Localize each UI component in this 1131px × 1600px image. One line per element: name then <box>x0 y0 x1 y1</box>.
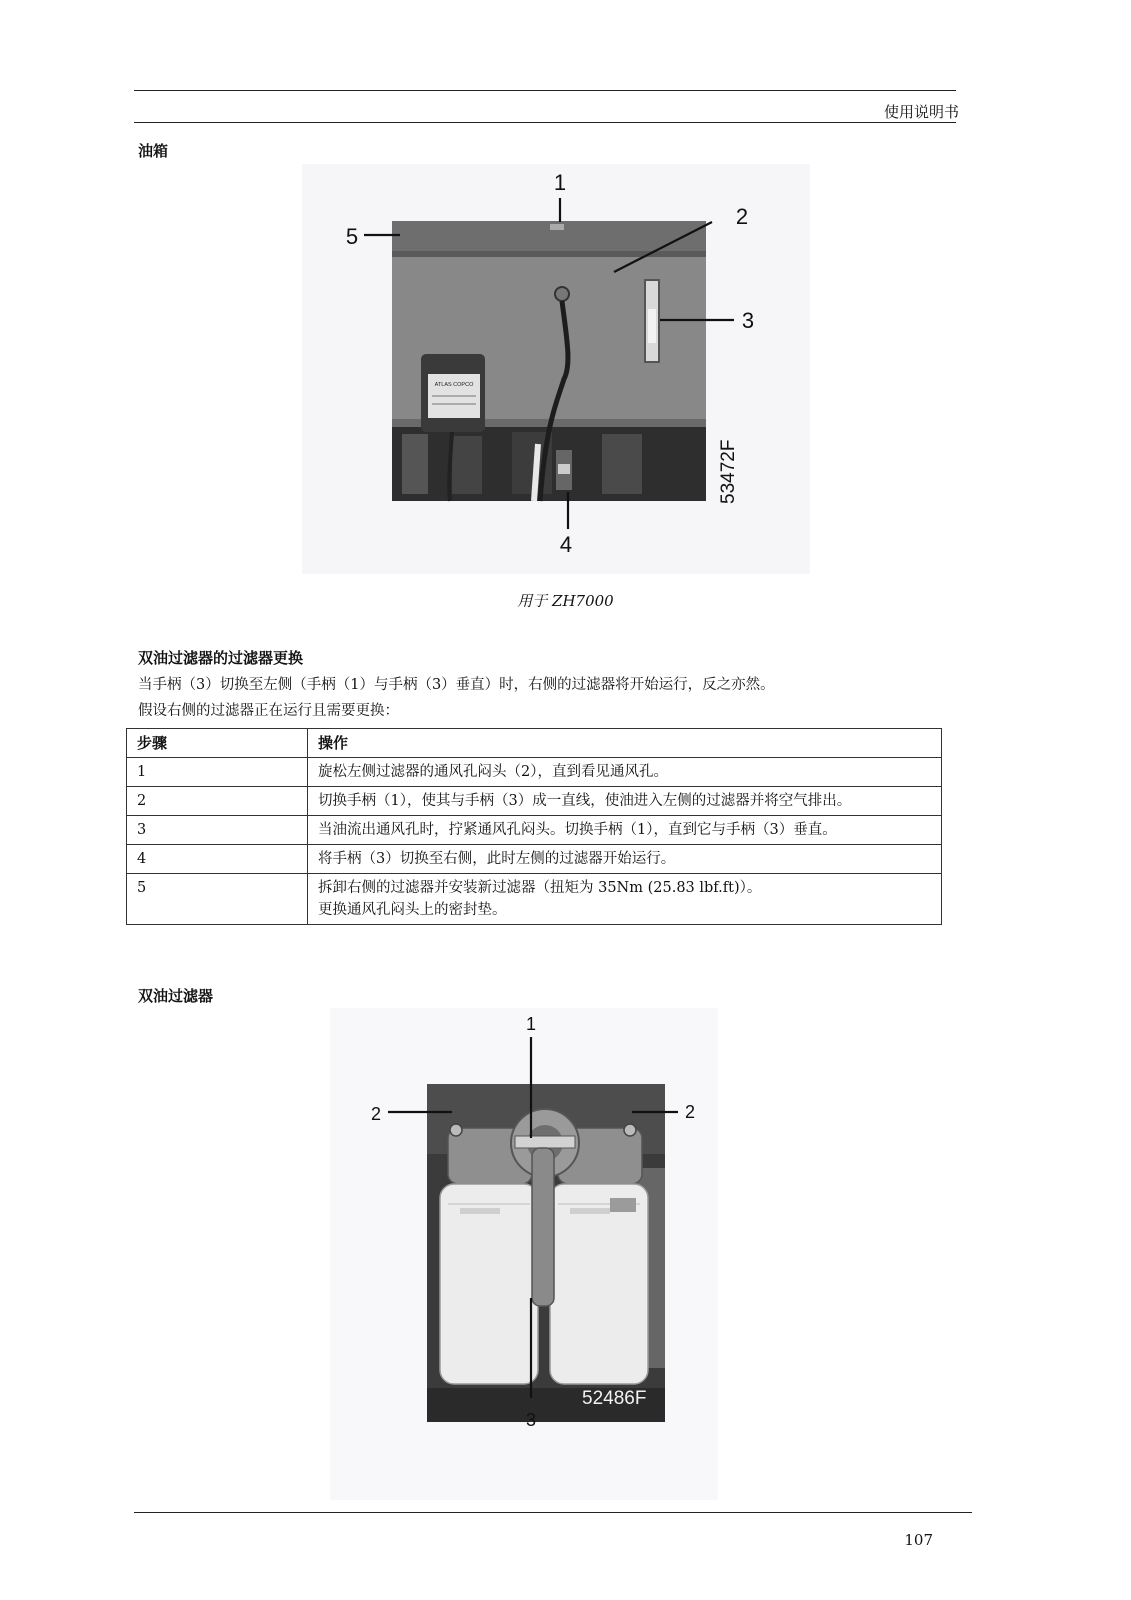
page-number: 107 <box>904 1531 933 1549</box>
step-number: 4 <box>127 845 308 874</box>
step-action-line: 更换通风孔闷头上的密封垫。 <box>318 902 507 918</box>
table-row <box>127 845 942 874</box>
handle-3 <box>532 1148 554 1306</box>
callout-5: 5 <box>345 224 359 249</box>
table-row <box>127 874 942 925</box>
intro-paragraph-1: 当手柄（3）切换至左侧（手柄（1）与手柄（3）垂直）时，右侧的过滤器将开始运行，反之亦然。 <box>138 677 775 693</box>
section-title-filter-replacement: 双油过滤器的过滤器更换 <box>138 649 304 667</box>
table-row <box>127 787 942 816</box>
callout-4: 4 <box>559 532 573 557</box>
table-row <box>127 816 942 845</box>
step-action: 旋松左侧过滤器的通风孔闷头（2），直到看见通风孔。 <box>308 758 942 787</box>
callout-2-left: 2 <box>370 1104 382 1124</box>
callout-2-right: 2 <box>684 1102 696 1122</box>
step-action: 切换手柄（1），使其与手柄（3）成一直线，使油进入左侧的过滤器并将空气排出。 <box>308 787 942 816</box>
step-action-line: 拆卸右侧的过滤器并安装新过滤器（扭矩为 35Nm (25.83 lbf.ft)）。 <box>318 880 762 896</box>
step-action <box>308 874 942 925</box>
table-row <box>127 758 942 787</box>
step-number: 3 <box>127 816 308 845</box>
intro-paragraph-2: 假设右侧的过滤器正在运行且需要更换： <box>138 703 399 719</box>
figure-code: 53472F <box>718 439 739 504</box>
section-title-oil-tank: 油箱 <box>138 142 169 160</box>
footer-rule <box>134 1512 972 1513</box>
steps-table <box>126 728 942 925</box>
figure-caption: 用于 ZH7000 <box>517 592 614 610</box>
callout-3: 3 <box>741 308 755 333</box>
callout-1: 1 <box>553 170 567 195</box>
header-action: 操作 <box>308 729 942 758</box>
step-number: 5 <box>127 874 308 925</box>
callout-3: 3 <box>525 1410 537 1430</box>
box-plate-text: ATLAS COPCO <box>434 382 474 388</box>
header-title: 使用说明书 <box>883 103 959 121</box>
header-step: 步骤 <box>127 729 308 758</box>
figure-code: 52486F <box>582 1388 647 1409</box>
step-action: 当油流出通风孔时，拧紧通风孔闷头。切换手柄（1），直到它与手柄（3）垂直。 <box>308 816 942 845</box>
step-number: 1 <box>127 758 308 787</box>
oil-tank-figure <box>302 164 810 574</box>
dual-filter-figure <box>330 1008 718 1500</box>
header-top-rule <box>134 90 956 91</box>
section-title-dual-oil-filter: 双油过滤器 <box>138 987 214 1005</box>
callout-2: 2 <box>735 204 749 229</box>
step-number: 2 <box>127 787 308 816</box>
header-bottom-rule <box>134 122 956 123</box>
callout-1: 1 <box>525 1014 537 1034</box>
table-header-row <box>127 729 942 758</box>
step-action: 将手柄（3）切换至右侧，此时左侧的过滤器开始运行。 <box>308 845 942 874</box>
